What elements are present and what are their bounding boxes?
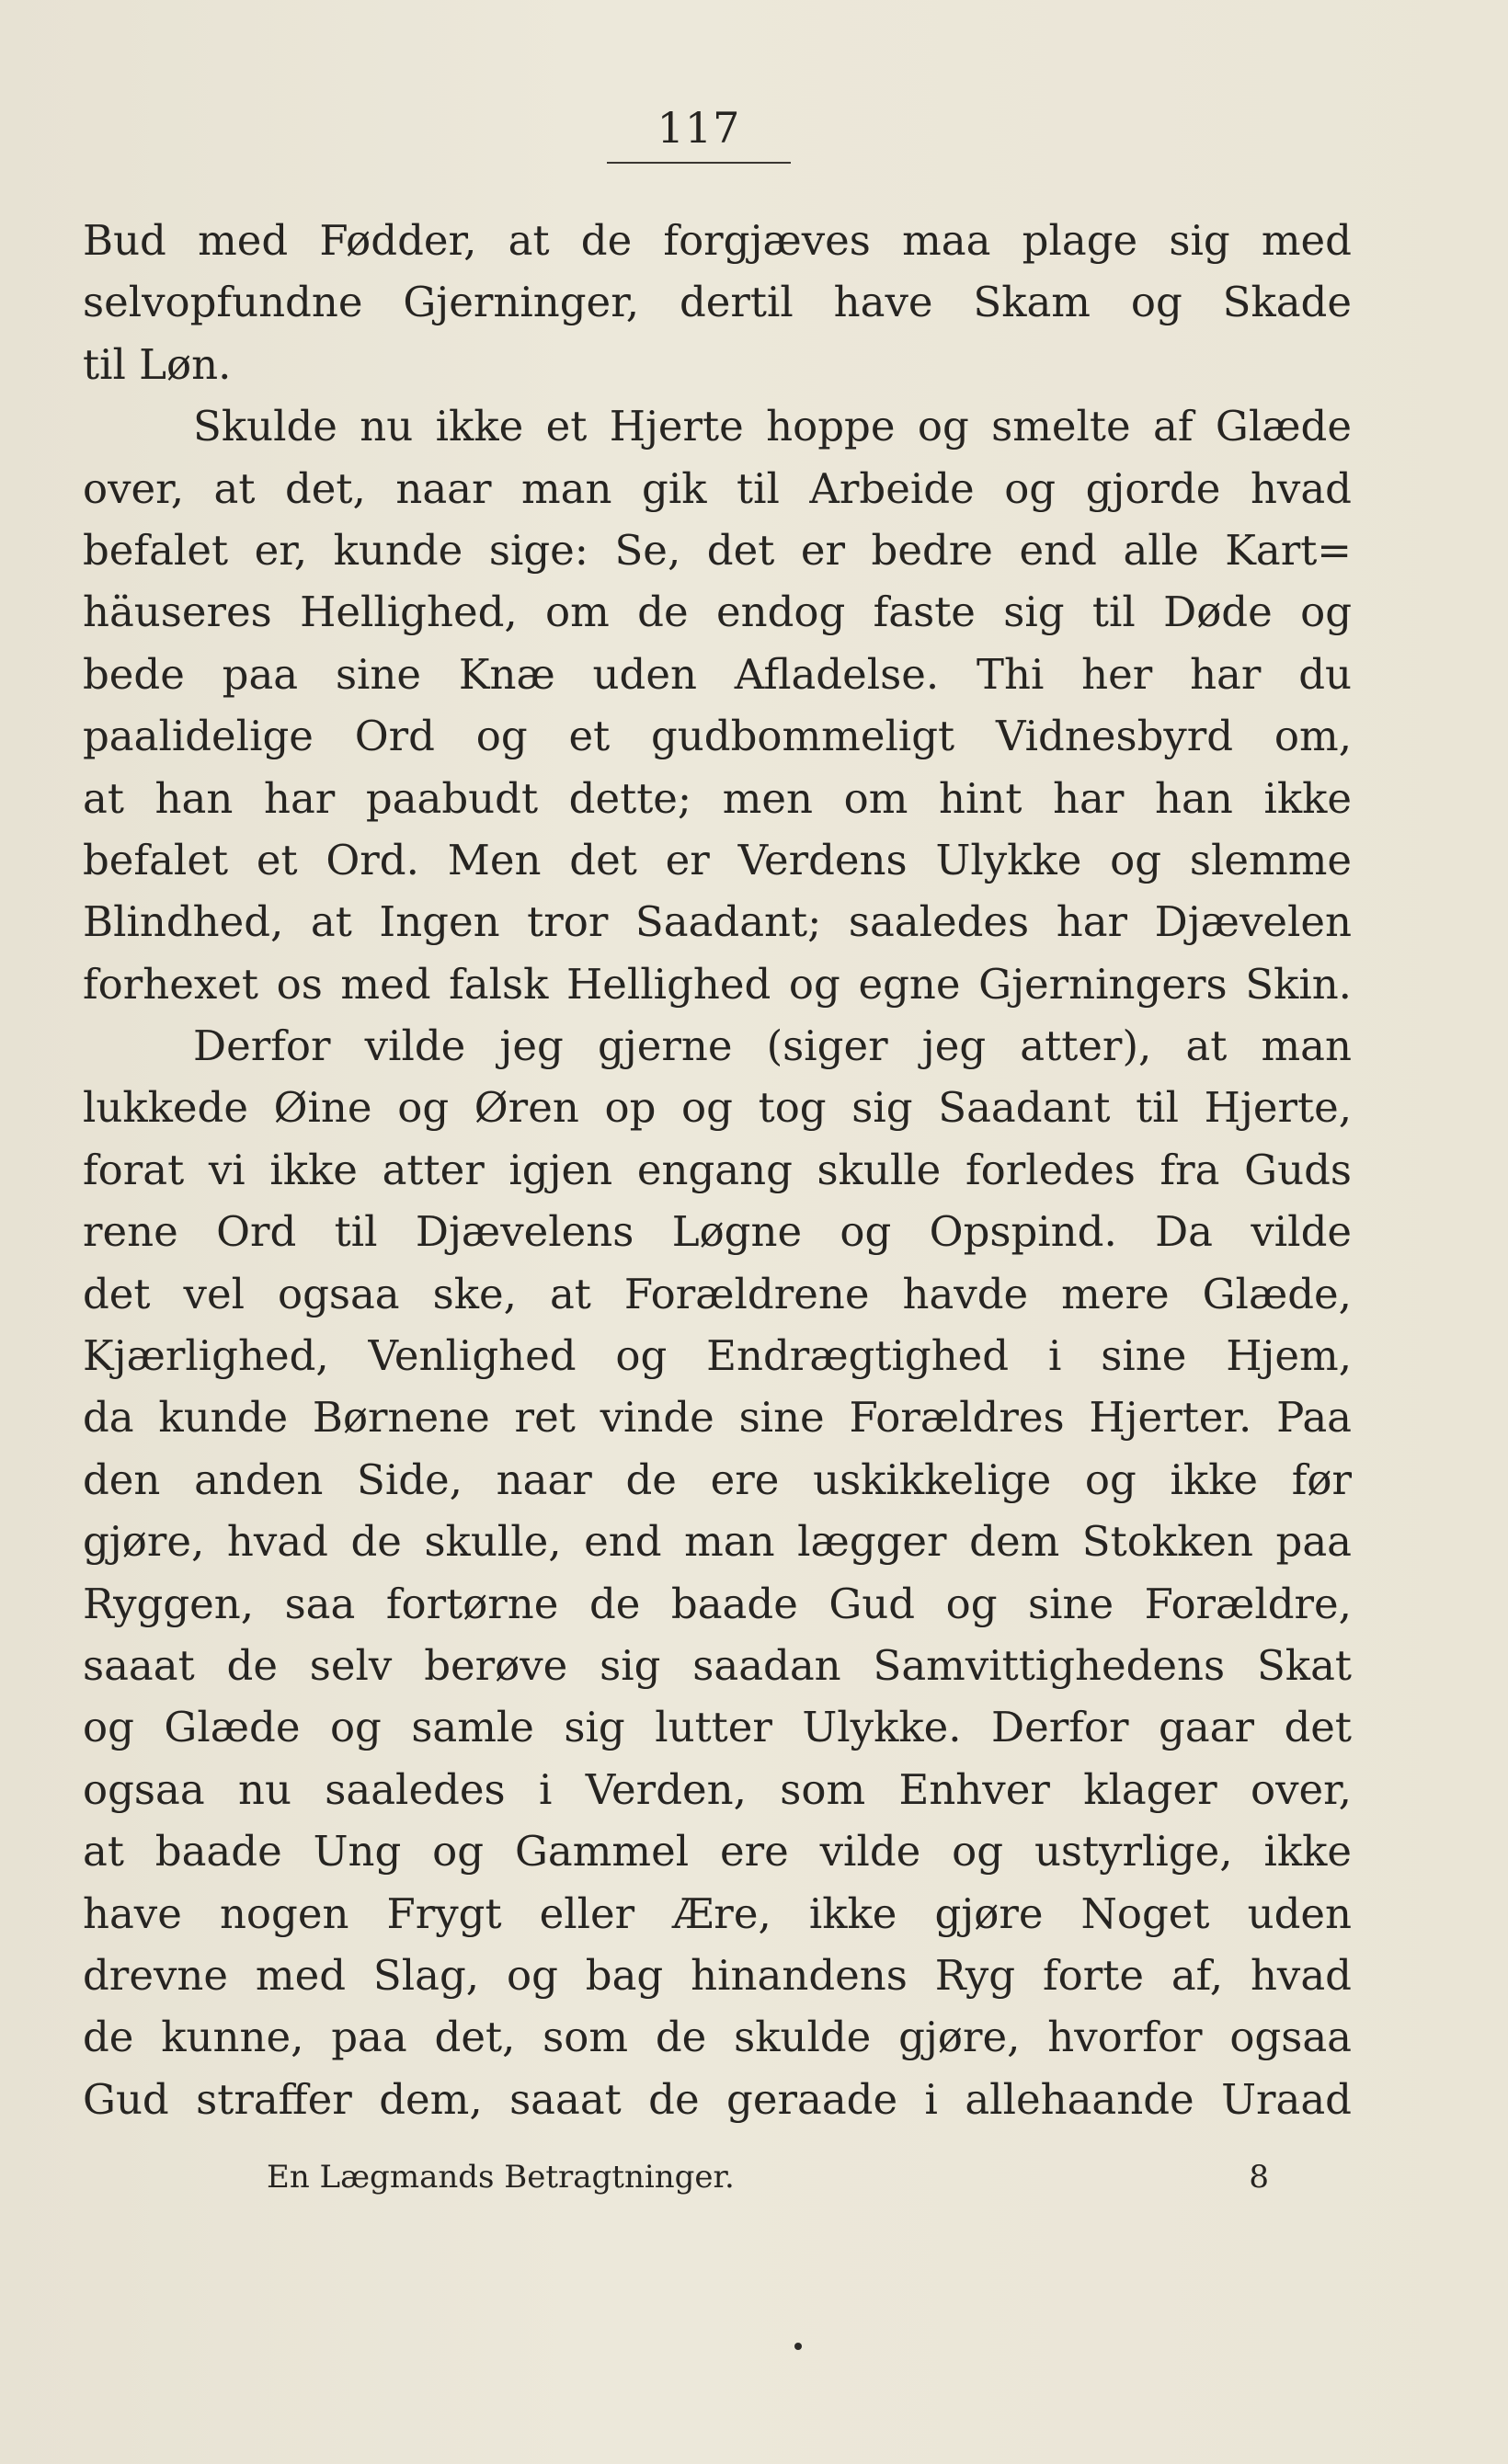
text-line: den anden Side, naar de ere uskikkelige og ikke før xyxy=(83,1454,1352,1504)
text-line: befalet er, kunde sige: Se, det er bedre end alle Kart= xyxy=(83,525,1352,575)
text-line: over, at det, naar man gik til Arbeide og gjorde hvad xyxy=(83,463,1352,513)
text-line: Kjærlighed, Venlighed og Endrægtighed i sine Hjem, xyxy=(83,1331,1352,1381)
text-line: gjøre, hvad de skulle, end man lægger dem Stokken paa xyxy=(83,1517,1352,1567)
text-line: forat vi ikke atter igjen engang skulle forledes fra Guds xyxy=(83,1145,1352,1194)
text-line: ogsaa nu saaledes i Verden, som Enhver klager over, xyxy=(83,1764,1352,1814)
text-line: Blindhed, at Ingen tror Saadant; saaledes har Djævelen xyxy=(83,897,1352,947)
ink-speck xyxy=(794,2343,802,2350)
text-line: befalet et Ord. Men det er Verdens Ulykke og slemme xyxy=(83,835,1352,884)
text-line: at han har paabudt dette; men om hint har han ikke xyxy=(83,773,1352,823)
text-line: rene Ord til Djævelens Løgne og Opspind. Da vilde xyxy=(83,1207,1352,1257)
page-footer xyxy=(267,2151,1269,2203)
text-line: Gud straffer dem, saaat de geraade i allehaande Uraad xyxy=(83,2074,1352,2124)
text-line: de kunne, paa det, som de skulde gjøre, hvorfor ogsaa xyxy=(83,2013,1352,2062)
running-footer-title: En Lægmands Betragtninger. xyxy=(267,2159,735,2196)
body-text xyxy=(83,210,1352,2130)
text-line: Ryggen, saa fortørne de baade Gud og sine Forældre, xyxy=(83,1579,1352,1628)
text-line: selvopfundne Gjerninger, dertil have Skam og Skade xyxy=(83,278,1352,327)
text-line: saaat de selv berøve sig saadan Samvittighedens Skat xyxy=(83,1640,1352,1690)
text-line: Skulde nu ikke et Hjerte hoppe og smelte af Glæde xyxy=(193,402,1352,451)
text-line: Bud med Fødder, at de forgjæves maa plage sig med xyxy=(83,216,1352,265)
text-line: have nogen Frygt eller Ære, ikke gjøre Noget uden xyxy=(83,1888,1352,1938)
header-rule xyxy=(607,162,791,164)
text-line: lukkede Øine og Øren op og tog sig Saadant til Hjerte, xyxy=(83,1083,1352,1133)
text-line: og Glæde og samle sig lutter Ulykke. Derfor gaar det xyxy=(83,1703,1352,1752)
text-line: häuseres Hellighed, om de endog faste sig til Døde og xyxy=(83,587,1352,637)
text-line: forhexet os med falsk Hellighed og egne Gjerningers Skin. xyxy=(83,959,1352,1009)
text-line: til Løn. xyxy=(83,339,232,389)
signature-mark: 8 xyxy=(1249,2159,1269,2196)
text-line: drevne med Slag, og bag hinandens Ryg forte af, hvad xyxy=(83,1950,1352,2000)
text-line: Derfor vilde jeg gjerne (siger jeg atter), at man xyxy=(193,1021,1352,1071)
page-number: 117 xyxy=(657,103,741,153)
text-line: bede paa sine Knæ uden Afladelse. Thi her har du xyxy=(83,649,1352,699)
text-line: det vel ogsaa ske, at Forældrene havde mere Glæde, xyxy=(83,1269,1352,1318)
text-line: da kunde Børnene ret vinde sine Forældres Hjerter. Paa xyxy=(83,1393,1352,1443)
text-line: at baade Ung og Gammel ere vilde og ustyrlige, ikke xyxy=(83,1827,1352,1877)
text-line: paalidelige Ord og et gudbommeligt Vidnesbyrd om, xyxy=(83,712,1352,761)
